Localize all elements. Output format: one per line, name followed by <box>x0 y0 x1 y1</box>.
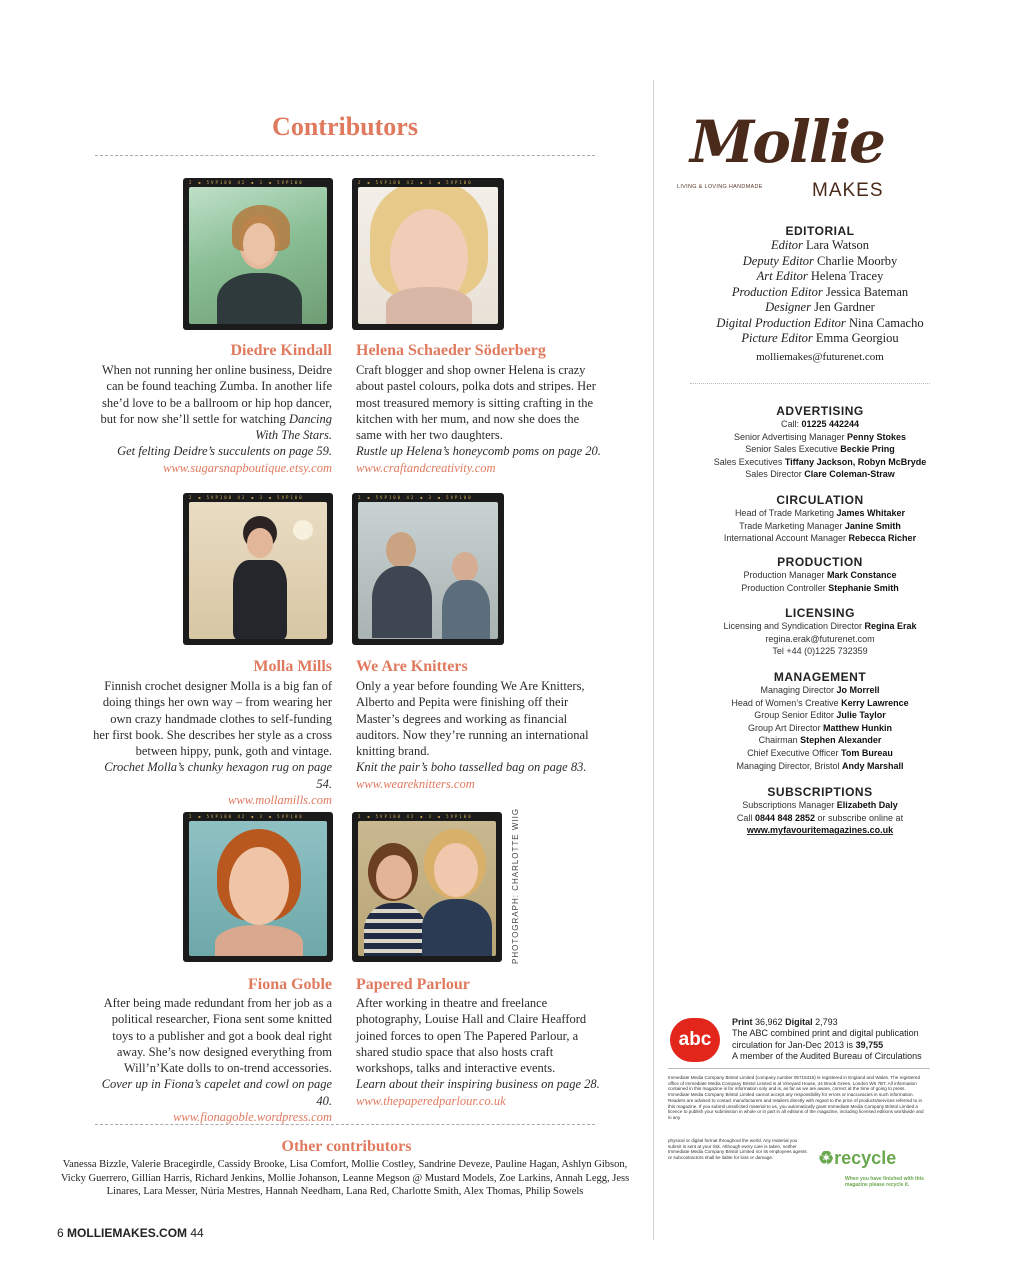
staff-line: Digital Production Editor Nina Camacho <box>716 315 924 330</box>
contributor-bio <box>100 362 332 476</box>
photo-fiona-goble <box>183 812 333 962</box>
section-heading: SUBSCRIPTIONS <box>767 785 873 799</box>
film-strip-text: 2 ◀ 5VP100 42 ◀ 3 ◀ 5VP100 <box>189 180 304 185</box>
staff-line: Sales Director Clare Coleman-Straw <box>745 469 895 480</box>
bio-text: Only a year before founding We Are Knitters, Alberto and Pepita were finishing off their Master’s degrees and working as financial auditors. Now they’re running an international knitting brand. <box>356 679 589 759</box>
photo-credit: PHOTOGRAPH: CHARLOTTE WIIG <box>511 807 520 964</box>
advertising-section <box>660 404 980 481</box>
staff-line: Sales Executives Tiffany Jackson, Robyn McBryde <box>713 456 927 467</box>
film-strip-text: 2 ◀ 5VP100 42 ◀ 3 ◀ 5VP100 <box>189 814 304 819</box>
contributor-bio <box>356 678 596 792</box>
contributor-url[interactable]: www.craftandcreativity.com <box>356 460 496 475</box>
site-link[interactable]: MOLLIEMAKES.COM <box>67 1226 188 1240</box>
contributor-name: Helena Schaeder Söderberg <box>356 342 546 359</box>
editorial-email[interactable]: molliemakes@futurenet.com <box>756 350 884 363</box>
column-divider <box>653 80 654 1240</box>
editorial-section <box>660 224 980 365</box>
recycle-note: When you have finished with this magazine please recycle it. <box>845 1176 924 1188</box>
production-section <box>660 555 980 594</box>
staff-line: Head of Trade Marketing James Whitaker <box>734 508 906 518</box>
photo-molla-mills <box>183 493 333 645</box>
film-strip-text: 2 ◀ 5VP100 42 ◀ 3 ◀ 5VP100 <box>358 814 473 819</box>
staff-line: Senior Advertising Manager Penny Stokes <box>733 431 907 442</box>
contributor-name: Diedre Kindall <box>230 342 332 359</box>
section-heading: LICENSING <box>785 606 855 620</box>
film-strip-text: 2 ◀ 5VP100 42 ◀ 3 ◀ 5VP100 <box>358 495 473 500</box>
advertising-phone: Call: 01225 442244 <box>780 419 860 429</box>
contributor-bio <box>92 678 332 808</box>
staff-line: Subscriptions Manager Elizabeth Daly <box>742 800 898 810</box>
staff-line: Production Editor Jessica Bateman <box>731 284 909 299</box>
contributor-url[interactable]: www.sugarsnapboutique.etsy.com <box>163 460 332 475</box>
contributor-name: We Are Knitters <box>356 658 468 675</box>
bio-text: After being made redundant from her job as a political researcher, Fiona sent some knitted toys to a publisher and got a book deal right away. She’s now designed everything from Will’n’Kate dolls to on-trend accessories. <box>103 996 332 1076</box>
section-heading: CIRCULATION <box>776 493 864 507</box>
staff-line: Licensing and Syndication Director Regina Erak <box>723 621 917 631</box>
photo-we-are-knitters <box>352 493 504 645</box>
bio-text: Craft blogger and shop owner Helena is crazy about pastel colours, polka dots and stripes. Her most treasured memory is sitting crafting in the kitchen with her mum, and now she does the same with her two daughters. <box>356 363 596 443</box>
contributor-name: Molla Mills <box>253 658 332 675</box>
divider <box>668 1068 930 1069</box>
film-strip-text: 2 ◀ 5VP100 42 ◀ 3 ◀ 5VP100 <box>189 495 304 500</box>
logo-makes-word: MAKES <box>812 180 884 201</box>
photo-helena-schaeder-soderberg <box>352 178 504 330</box>
abc-logo: abc <box>670 1018 720 1062</box>
mollie-makes-logo: Mollie <box>690 108 884 176</box>
contributor-url[interactable]: www.fionagoble.wordpress.com <box>173 1110 332 1125</box>
section-heading: MANAGEMENT <box>773 670 867 684</box>
staff-line: Production Controller Stephanie Smith <box>741 582 899 593</box>
licensing-section <box>660 606 980 658</box>
divider <box>95 155 595 156</box>
contributor-name: Papered Parlour <box>356 976 470 993</box>
staff-line: Deputy Editor Charlie Moorby <box>742 253 898 268</box>
staff-line: Group Senior Editor Julie Taylor <box>754 710 886 721</box>
contributor-url[interactable]: www.weareknitters.com <box>356 776 475 791</box>
contributor-url[interactable]: www.thepaperedparlour.co.uk <box>356 1093 506 1108</box>
licensing-phone: Tel +44 (0)1225 732359 <box>772 646 868 657</box>
project-text: Learn about their inspiring business on page 28. <box>356 1077 600 1092</box>
project-text: Rustle up Helena’s honeycomb poms on page 20. <box>356 444 601 459</box>
section-heading: EDITORIAL <box>785 224 855 238</box>
staff-line: Head of Women’s Creative Kerry Lawrence <box>731 697 909 708</box>
staff-line: Group Art Director Matthew Hunkin <box>747 722 893 733</box>
circulation-section <box>660 493 980 545</box>
staff-line: Production Manager Mark Constance <box>743 570 897 580</box>
legal-text: physical or digital format throughout the world. Any material you submit is sent at your risk. Although every care is taken, neither Immediate Media Company Bristol Limited nor its employees agents or subcontractors shall be liable for loss or damage. <box>668 1138 807 1161</box>
staff-line: Senior Sales Executive Beckie Pring <box>745 444 895 455</box>
bio-text: When not running her online business, Deidre can be found teaching Zumba. In another life she’d love to be a ballroom or hip hop dancer, but for now she’ll settle for watching <box>100 363 332 426</box>
photo-diedre-kindall <box>183 178 333 330</box>
abc-circulation: Print 36,962 Digital 2,793 The ABC combined print and digital publication circulation for Jan-Dec 2013 is 39,755 A member of the Audited Bureau of Circulations <box>732 1017 922 1062</box>
staff-line: Designer Jen Gardner <box>765 300 875 314</box>
film-strip-text: 2 ◀ 5VP100 42 ◀ 3 ◀ 5VP100 <box>358 180 473 185</box>
other-contributors-list: Vanessa Bizzle, Valerie Bracegirdle, Cassidy Brooke, Lisa Comfort, Mollie Costley, Sandrine Deveze, Pauline Hagan, Ashlyn Gibson, Vicky Guerrero, Gillian Harris, Richard Jenkins, Mollie Johanson, Leanne Megson @ Mustard Models, Zoe Larkins, Annah Legg, Jess Linares, Lara Messer, Núria Mestres, Hannah Needham, Lana Red, Charlotte Smith, Alex Thomas, Philip Sowels <box>60 1159 630 1197</box>
staff-line: Editor Lara Watson <box>770 238 870 252</box>
contributor-bio <box>356 362 601 476</box>
divider <box>95 1124 595 1125</box>
legal-text: Immediate Media Company Bristol Limited (company number 05715415) is registered in England and Wales. The registered office of Immediate Media Company Bristol Limited is at Vineyard House, 44 Brook Green, London W6 7BT. All information contained in this magazine is for information only and is, as far as we are aware, correct at the time of going to press. Immediate Media Company Bristol Limited cannot accept any responsibility for errors or inaccuracies in such information. Readers are advised to contact manufacturers and retailers directly with regard to the price of products/services referred to in this magazine. If you submit unsolicited material to us, you automatically grant Immediate Media Company Bristol Limited a licence to publish your submission in whole or in part in all editions of the magazine, including licensed editions worldwide and in any <box>668 1075 924 1120</box>
page-number: 6 <box>57 1226 64 1240</box>
project-text: Cover up in Fiona’s capelet and cowl on page 40. <box>101 1077 332 1108</box>
staff-line: Chairman Stephen Alexander <box>758 735 882 746</box>
project-text: Get felting Deidre’s succulents on page 59. <box>117 444 332 459</box>
page-title: Contributors <box>272 112 418 141</box>
staff-line: Managing Director, Bristol Andy Marshall <box>736 760 904 771</box>
staff-line: Art Editor Helena Tracey <box>756 269 884 283</box>
staff-line: Chief Executive Officer Tom Bureau <box>747 747 893 758</box>
contributor-bio <box>88 995 332 1125</box>
staff-line: Trade Marketing Manager Janine Smith <box>739 520 901 531</box>
staff-line: Managing Director Jo Morrell <box>760 685 880 695</box>
section-heading: ADVERTISING <box>776 404 864 418</box>
management-section <box>660 670 980 772</box>
bio-italic-text: Dancing With The Stars. <box>255 411 332 443</box>
subscriptions-phone: Call 0844 848 2852 or subscribe online at <box>736 812 904 823</box>
other-contributors-title: Other contributors <box>281 1138 412 1155</box>
subscriptions-url[interactable]: www.myfavouritemagazines.co.uk <box>746 825 894 836</box>
contributor-bio <box>356 995 601 1109</box>
project-text: Crochet Molla’s chunky hexagon rug on page 54. <box>104 760 332 791</box>
page-footer <box>57 1226 204 1240</box>
recycle-logo: ♻recycle <box>818 1148 897 1168</box>
subscriptions-section <box>660 785 980 837</box>
staff-line: International Account Manager Rebecca Richer <box>723 533 917 544</box>
section-heading: PRODUCTION <box>777 555 863 569</box>
project-text: Knit the pair’s boho tasselled bag on page 83. <box>356 760 587 775</box>
recycle-icon: ♻ <box>818 1148 835 1168</box>
divider <box>690 383 930 384</box>
staff-line: Picture Editor Emma Georgiou <box>741 331 899 345</box>
bio-text: Finnish crochet designer Molla is a big fan of doing things her own way – from wearing her own crazy handmade clothes to self-funding her first book. She describes her style as a cross between hippy, punk, goth and vintage. <box>93 679 332 759</box>
logo-tagline: LIVING & LOVING HANDMADE <box>677 184 763 190</box>
contributor-url[interactable]: www.mollamills.com <box>228 793 332 808</box>
photo-papered-parlour <box>352 812 502 962</box>
bio-text: After working in theatre and freelance photography, Louise Hall and Claire Heafford joined forces to open The Papered Parlour, a shared studio space that also hosts craft workshops, talks and interactive events. <box>356 996 587 1076</box>
contributor-name: Fiona Goble <box>247 976 332 993</box>
licensing-email[interactable]: regina.erak@futurenet.com <box>765 633 875 644</box>
issue-number: 44 <box>190 1226 204 1240</box>
